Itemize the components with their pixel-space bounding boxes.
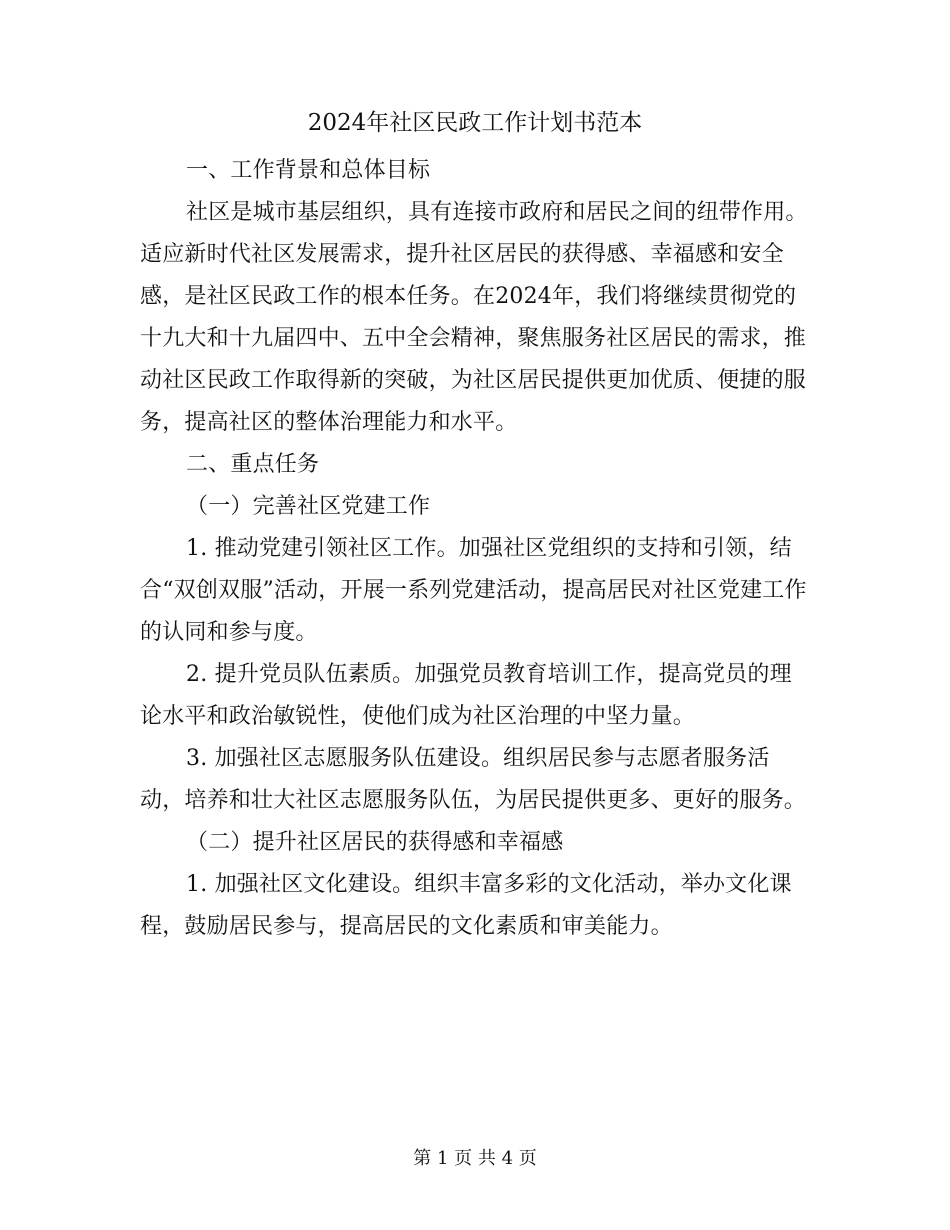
- page-number-footer: 第 1 页 共 4 页: [413, 1148, 537, 1169]
- background-paragraph: 社区是城市基层组织，具有连接市政府和居民之间的纽带作用。适应新时代社区发展需求，提升社区居民的获得感、幸福感和安全感，是社区民政工作的根本任务。在2024年，我们将继续贯彻党的十九大和十九届四中、五中全会精神，聚焦服务社区居民的需求，推动社区民政工作取得新的突破，为社区居民提供更加优质、便捷的服务，提高社区的整体治理能力和水平。: [140, 200, 808, 435]
- document-title: 2024年社区民政工作计划书范本: [307, 110, 643, 136]
- task-item-4: 1. 加强社区文化建设。组织丰富多彩的文化活动，举办文化课程，鼓励居民参与，提高居民的文化素质和审美能力。: [140, 872, 792, 939]
- subsection-heading-2: （二）提升社区居民的获得感和幸福感: [186, 830, 564, 855]
- subsection-heading-1: （一）完善社区党建工作: [186, 494, 431, 519]
- task-item-3: 3. 加强社区志愿服务队伍建设。组织居民参与志愿者服务活动，培养和壮大社区志愿服务队伍，为居民提供更多、更好的服务。: [140, 746, 807, 813]
- section-heading-2: 二、重点任务: [186, 452, 320, 477]
- document-body: [140, 150, 810, 948]
- task-item-1: 1. 推动党建引领社区工作。加强社区党组织的支持和引领，结合“双创双服”活动，开展一系列党建活动，提高居民对社区党建工作的认同和参与度。: [140, 536, 807, 645]
- section-heading-1: 一、工作背景和总体目标: [186, 158, 431, 183]
- task-item-2: 2. 提升党员队伍素质。加强党员教育培训工作，提高党员的理论水平和政治敏锐性，使他们成为社区治理的中坚力量。: [140, 662, 792, 729]
